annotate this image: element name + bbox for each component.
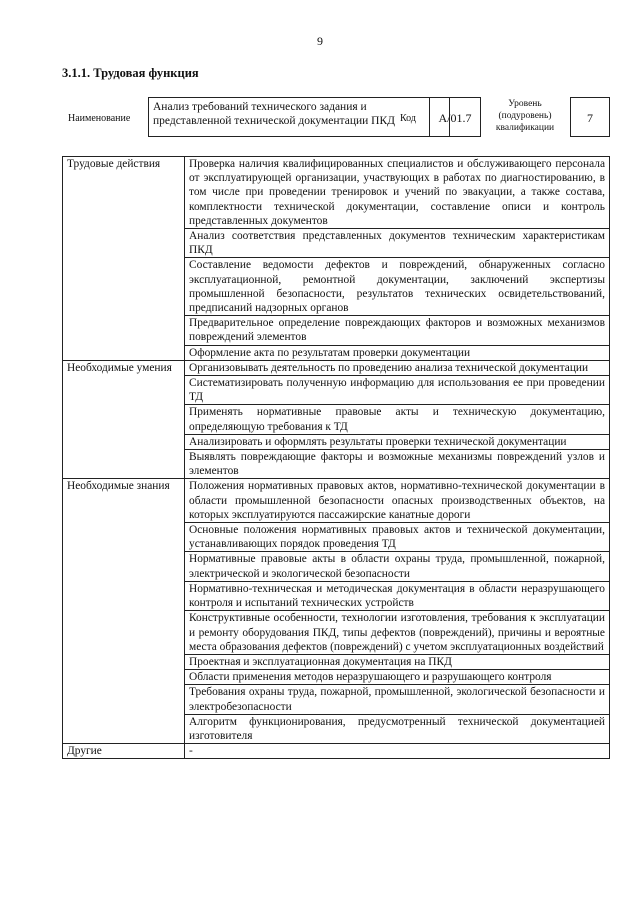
function-header [62, 94, 610, 144]
category-label: Необходимые знания [63, 479, 185, 744]
requirement-text: Алгоритм функционирования, предусмотренный технической документацией изготовителя [185, 714, 610, 743]
requirement-text: Нормативно-техническая и методическая документация в области неразрушающего контроля и испытаний технических устройств [185, 581, 610, 610]
name-label: Наименование [68, 113, 131, 124]
requirement-text: Проверка наличия квалифицированных специалистов и обслуживающего персонала от эксплуатирующей организации, участвующих в работах по диагностированию, в том числе при проведении тренировок и учений по эвакуации, а также состава, комплектности технической документации, составление описи и контроль представленных документов [185, 157, 610, 229]
table-row [63, 744, 610, 759]
requirement-text: Применять нормативные правовые акты и техническую документацию, определяющую требования к ТД [185, 405, 610, 434]
section-title: 3.1.1. Трудовая функция [62, 66, 199, 80]
level-label: Уровень (подуровень) квалификации [495, 99, 555, 133]
requirement-text: Предварительное определение повреждающих факторов и возможных механизмов повреждений элементов [185, 316, 610, 345]
category-label: Трудовые действия [63, 157, 185, 361]
code-value: A/01.7 [429, 97, 481, 137]
requirement-text: Нормативные правовые акты в области охраны труда, промышленной, пожарной, электрической и экологической безопасности [185, 552, 610, 581]
requirement-text: Требования охраны труда, пожарной, промышленной, экологической безопасности и электробезопасности [185, 685, 610, 714]
requirement-text: Организовывать деятельность по проведению анализа технической документации [185, 360, 610, 375]
table-row [63, 157, 610, 229]
category-label: Другие [63, 744, 185, 759]
requirement-text: - [185, 744, 610, 759]
requirement-text: Систематизировать полученную информацию для использования ее при проведении ТД [185, 376, 610, 405]
requirement-text: Анализ соответствия представленных документов техническим характеристикам ПКД [185, 229, 610, 258]
requirement-text: Составление ведомости дефектов и повреждений, обнаруженных согласно эксплуатационной, ремонтной документации, заключений экспертизы промышленной безопасности, результатов технических освидетельствований, предписаний надзорных органов [185, 258, 610, 316]
table-row [63, 360, 610, 375]
requirement-text: Анализировать и оформлять результаты проверки технической документации [185, 434, 610, 449]
code-label: Код [400, 113, 416, 124]
name-value: Анализ требований технического задания и представленной технической документации ПКД [148, 97, 450, 137]
function-table [62, 156, 610, 759]
level-value: 7 [570, 97, 610, 137]
requirement-text: Выявлять повреждающие факторы и возможные механизмы повреждений узлов и элементов [185, 450, 610, 479]
requirement-text: Оформление акта по результатам проверки документации [185, 345, 610, 360]
requirement-text: Основные положения нормативных правовых актов и технической документации, устанавливающих порядок проведения ТД [185, 523, 610, 552]
requirement-text: Области применения методов неразрушающего и разрушающего контроля [185, 670, 610, 685]
table-row [63, 479, 610, 523]
page-number: 9 [317, 34, 323, 48]
requirement-text: Положения нормативных правовых актов, нормативно-технической документации в области промышленной безопасности опасных производственных объектов, на которых эксплуатируются пассажирские канатные дороги [185, 479, 610, 523]
requirement-text: Конструктивные особенности, технологии изготовления, требования к эксплуатации и ремонту оборудования ПКД, типы дефектов (повреждений), причины и вероятные места образования дефектов (повреждений) с учетом эксплуатационных воздействий [185, 611, 610, 655]
requirement-text: Проектная и эксплуатационная документация на ПКД [185, 654, 610, 669]
category-label: Необходимые умения [63, 360, 185, 479]
